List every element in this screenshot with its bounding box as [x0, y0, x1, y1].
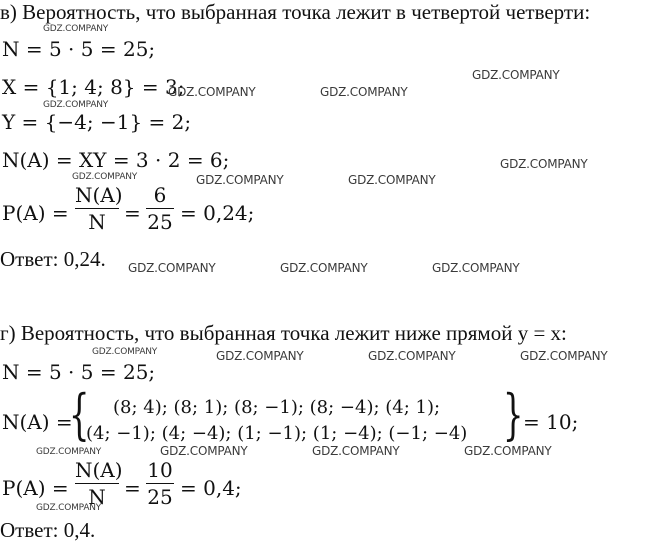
section-v-p-left: P(A) = — [2, 201, 69, 225]
section-v-p-right: = 0,24; — [180, 201, 255, 225]
fraction-bar — [146, 483, 174, 484]
section-g-equals: = — [124, 476, 141, 500]
section-v-na-line: N(A) = XY = 3 · 2 = 6; — [2, 148, 230, 172]
right-brace-icon: } — [502, 383, 524, 446]
watermark: GDZ.COMPANY — [464, 444, 552, 458]
section-v-answer: Ответ: 0,24. — [0, 247, 106, 271]
watermark: GDZ.COMPANY — [312, 444, 400, 458]
section-g-set-row2: (4; −1); (4; −4); (1; −1); (1; −4); (−1; −4) — [86, 423, 468, 444]
watermark: GDZ.COMPANY — [160, 444, 248, 458]
section-g-fraction-10-25 — [146, 458, 174, 509]
watermark: GDZ.COMPANY — [168, 85, 256, 99]
section-g-p-right: = 0,4; — [180, 476, 242, 500]
watermark: GDZ.COMPANY — [472, 68, 560, 82]
watermark: GDZ.COMPANY — [128, 261, 216, 275]
section-v-x-line: X = {1; 4; 8} = 3; — [2, 75, 185, 99]
watermark: GDZ.COMPANY — [43, 24, 109, 34]
fraction-bar — [146, 208, 174, 209]
section-v-heading: в) Вероятность, что выбранная точка лежит в четвертой четверти: — [0, 0, 591, 24]
fraction-numerator: N(A) — [75, 183, 123, 207]
section-v-n-line: N = 5 · 5 = 25; — [2, 37, 156, 61]
fraction-numerator: N(A) — [75, 458, 123, 482]
watermark: GDZ.COMPANY — [196, 173, 284, 187]
watermark: GDZ.COMPANY — [36, 503, 102, 513]
watermark: GDZ.COMPANY — [92, 347, 158, 357]
watermark: GDZ.COMPANY — [368, 349, 456, 363]
watermark: GDZ.COMPANY — [432, 261, 520, 275]
section-g-n-line: N = 5 · 5 = 25; — [2, 360, 156, 384]
fraction-denominator: N — [88, 210, 106, 234]
fraction-bar — [75, 208, 119, 209]
watermark: GDZ.COMPANY — [520, 349, 608, 363]
left-brace-icon: { — [68, 383, 90, 446]
section-v-fraction-na-n — [75, 183, 123, 234]
fraction-denominator: N — [88, 485, 106, 509]
watermark: GDZ.COMPANY — [72, 172, 138, 182]
section-g-fraction-na-n — [75, 458, 123, 509]
fraction-denominator: 25 — [147, 210, 173, 234]
watermark: GDZ.COMPANY — [348, 173, 436, 187]
fraction-denominator: 25 — [147, 485, 173, 509]
fraction-numerator: 6 — [153, 183, 167, 207]
section-v-fraction-6-25 — [146, 183, 174, 234]
fraction-numerator: 10 — [147, 458, 173, 482]
watermark: GDZ.COMPANY — [280, 261, 368, 275]
watermark: GDZ.COMPANY — [320, 85, 408, 99]
watermark: GDZ.COMPANY — [216, 349, 304, 363]
section-g-heading: г) Вероятность, что выбранная точка лежит ниже прямой y = x: — [0, 321, 567, 345]
section-v-y-line: Y = {−4; −1} = 2; — [2, 110, 192, 134]
watermark: GDZ.COMPANY — [500, 157, 588, 171]
section-g-p-left: P(A) = — [2, 476, 69, 500]
section-g-na-right: = 10; — [523, 410, 579, 434]
watermark: GDZ.COMPANY — [36, 447, 102, 457]
section-g-na-left: N(A) = — [2, 410, 73, 434]
section-g-set-row1: (8; 4); (8; 1); (8; −1); (8; −4); (4; 1); — [113, 397, 441, 418]
section-v-equals: = — [124, 201, 141, 225]
section-g-answer: Ответ: 0,4. — [0, 518, 96, 542]
fraction-bar — [75, 483, 119, 484]
watermark: GDZ.COMPANY — [43, 100, 109, 110]
